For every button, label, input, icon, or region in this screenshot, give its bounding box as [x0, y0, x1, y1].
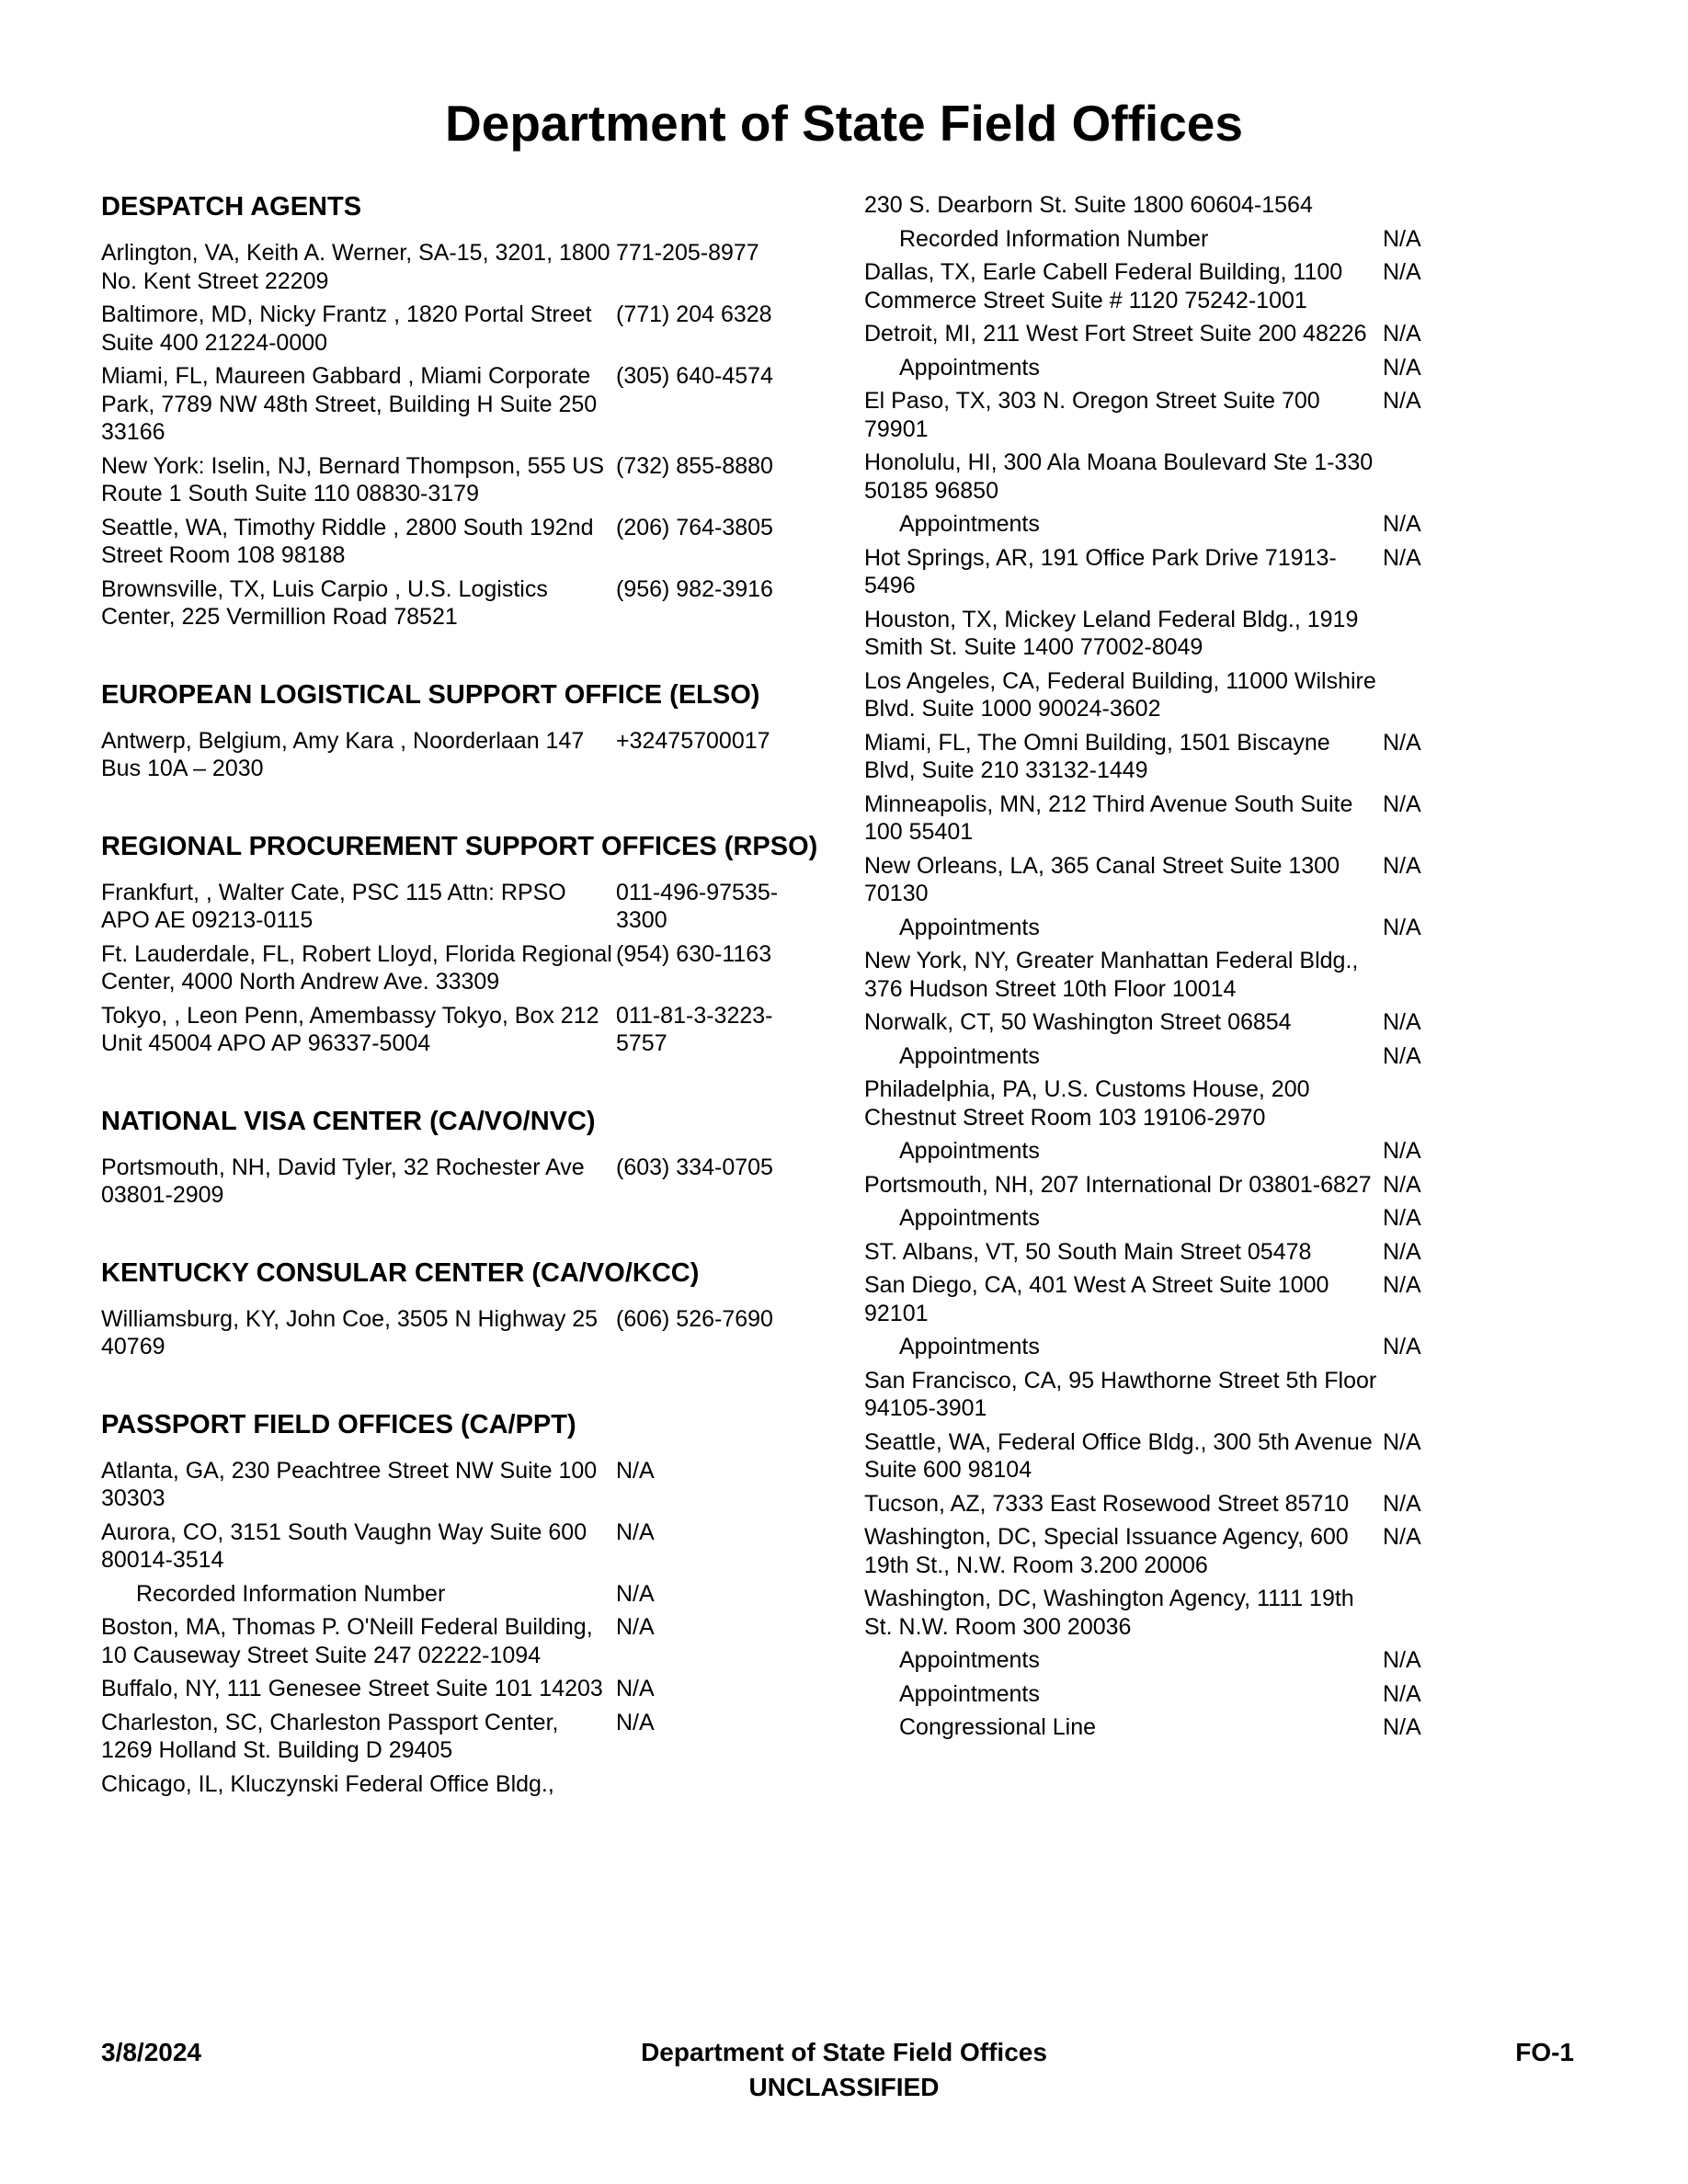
office-phone: N/A: [616, 1676, 655, 1701]
office-entry-row: [864, 1367, 1581, 1423]
office-phone: N/A: [1383, 321, 1421, 347]
office-address: Seattle, WA, Federal Office Bldg., 300 5th Avenue Suite 600 98104: [864, 1428, 1373, 1483]
office-phone: [1383, 606, 1581, 662]
office-address: El Paso, TX, 303 N. Oregon Street Suite 700 79901: [864, 388, 1320, 442]
office-entry-row: [864, 1075, 1581, 1132]
office-address: Portsmouth, NH, David Tyler, 32 Rochester Ave 03801-2909: [101, 1154, 585, 1208]
office-entry-row: [101, 1519, 818, 1575]
office-entry-row: [101, 727, 818, 783]
office-entry-row: [101, 1709, 818, 1765]
office-phone: N/A: [616, 1614, 655, 1640]
office-entry-row: [864, 947, 1581, 1003]
sub-entry-row: [864, 1646, 1581, 1675]
office-address: Baltimore, MD, Nicky Frantz , 1820 Portal Street Suite 400 21224-0000: [101, 301, 592, 356]
office-entry-row: [864, 729, 1581, 785]
office-address: Detroit, MI, 211 West Fort Street Suite 200 48226: [864, 321, 1367, 347]
office-phone: N/A: [1383, 388, 1421, 414]
office-address: Philadelphia, PA, U.S. Customs House, 200 Chestnut Street Room 103 19106-2970: [864, 1076, 1310, 1131]
office-phone: N/A: [1383, 1714, 1421, 1740]
office-section: [101, 1106, 818, 1210]
sub-entry-row: [864, 1680, 1581, 1709]
sub-entry-row: [101, 1580, 818, 1609]
sub-entry-row: [864, 1204, 1581, 1233]
office-entry-row: [101, 1613, 818, 1669]
office-entry-row: [864, 449, 1581, 505]
office-address: Hot Springs, AR, 191 Office Park Drive 71913-5496: [864, 544, 1337, 598]
right-column: [864, 191, 1581, 1747]
office-phone: [1383, 449, 1581, 505]
office-phone: (771) 204 6328: [616, 301, 772, 327]
office-address: Appointments: [899, 1205, 1040, 1231]
footer-title: Department of State Field Offices: [641, 2038, 1047, 2066]
office-phone: (206) 764-3805: [616, 514, 773, 540]
office-phone: N/A: [1383, 354, 1421, 381]
left-column: [101, 191, 818, 1846]
section-heading: KENTUCKY CONSULAR CENTER (CA/VO/KCC): [101, 1257, 700, 1288]
office-address: Washington, DC, Special Issuance Agency, 600 19th St., N.W. Room 3.200 20006: [864, 1524, 1349, 1578]
office-phone: N/A: [1383, 1138, 1421, 1164]
office-entry-row: [864, 258, 1581, 314]
office-phone: (305) 640-4574: [616, 363, 773, 389]
office-entry-row: [864, 606, 1581, 662]
office-address: Tucson, AZ, 7333 East Rosewood Street 85710: [864, 1490, 1350, 1517]
office-phone: N/A: [1383, 1524, 1421, 1550]
office-phone: N/A: [1383, 1272, 1421, 1298]
page-title: Department of State Field Offices: [445, 95, 1243, 152]
office-phone: (956) 982-3916: [616, 575, 773, 602]
office-phone: N/A: [1383, 1490, 1421, 1517]
office-phone: N/A: [1383, 511, 1421, 537]
office-address: Appointments: [899, 354, 1040, 381]
office-address: Chicago, IL, Kluczynski Federal Office Bldg.,: [101, 1770, 554, 1797]
office-phone: +32475700017: [616, 727, 770, 754]
office-address: Charleston, SC, Charleston Passport Center, 1269 Holland St. Building D 29405: [101, 1709, 559, 1763]
office-phone: [1383, 1585, 1581, 1641]
office-entry-row: [101, 879, 818, 935]
office-phone: N/A: [616, 1709, 655, 1735]
office-address: Miami, FL, The Omni Building, 1501 Biscayne Blvd, Suite 210 33132-1449: [864, 729, 1330, 783]
office-address: Buffalo, NY, 111 Genesee Street Suite 101 14203: [101, 1676, 603, 1701]
office-entry-row: [101, 362, 818, 447]
office-phone: N/A: [1383, 1680, 1421, 1707]
office-entry-row: [864, 1523, 1581, 1579]
office-section: [101, 1409, 818, 1799]
sub-entry-row: [864, 510, 1581, 539]
office-address: Appointments: [899, 1138, 1040, 1164]
office-entry-row: [864, 320, 1581, 348]
office-address: Recorded Information Number: [899, 225, 1209, 252]
office-phone: [1383, 1367, 1581, 1423]
office-section: [101, 679, 818, 783]
office-phone: (603) 334-0705: [616, 1154, 773, 1180]
office-entry-row: [864, 791, 1581, 847]
office-section: [101, 831, 818, 1058]
office-address: Los Angeles, CA, Federal Building, 11000 Wilshire Blvd. Suite 1000 90024-3602: [864, 667, 1376, 722]
office-entry-row: [864, 191, 1581, 220]
office-address: Aurora, CO, 3151 South Vaughn Way Suite 600 80014-3514: [101, 1519, 587, 1573]
office-address: Seattle, WA, Timothy Riddle , 2800 South 192nd Street Room 108 98188: [101, 514, 594, 568]
office-address: Antwerp, Belgium, Amy Kara , Noorderlaan 147 Bus 10A – 2030: [101, 727, 585, 781]
footer-center: [0, 2035, 1688, 2105]
sub-entry-row: [864, 225, 1581, 254]
office-address: Congressional Line: [899, 1714, 1097, 1740]
office-phone: 011-496-97535-3300: [616, 879, 779, 933]
office-phone: (954) 630-1163: [616, 940, 772, 967]
office-entry-row: [101, 239, 818, 295]
office-address: Miami, FL, Maureen Gabbard , Miami Corporate Park, 7789 NW 48th Street, Building H Suite 250 33166: [101, 363, 598, 445]
office-entry-row: [864, 1238, 1581, 1267]
office-address: 230 S. Dearborn St. Suite 1800 60604-1564: [864, 192, 1313, 218]
office-entry-row: [101, 1457, 818, 1513]
office-phone: N/A: [1383, 1042, 1421, 1069]
office-entry-row: [864, 544, 1581, 600]
office-address: New York: Iselin, NJ, Bernard Thompson, 555 US Route 1 South Suite 110 08830-3179: [101, 452, 605, 506]
office-phone: N/A: [1383, 544, 1421, 571]
office-phone: [616, 1770, 818, 1799]
office-entry-row: [101, 1770, 818, 1799]
office-entry-row: [101, 940, 818, 996]
office-entry-row: [864, 852, 1581, 908]
sub-entry-row: [864, 1042, 1581, 1071]
office-phone: N/A: [1383, 914, 1421, 940]
office-address: Appointments: [899, 914, 1040, 940]
office-address: Arlington, VA, Keith A. Werner, SA-15, 3201, 1800 No. Kent Street 22209: [101, 240, 610, 294]
office-address: Recorded Information Number: [136, 1580, 446, 1607]
office-entry-row: [864, 1585, 1581, 1641]
office-entry-row: [101, 1154, 818, 1210]
office-address: Tokyo, , Leon Penn, Amembassy Tokyo, Box 212 Unit 45004 APO AP 96337-5004: [101, 1002, 599, 1056]
office-phone: N/A: [1383, 1238, 1421, 1265]
office-phone: [1383, 947, 1581, 1003]
office-entry-row: [101, 1305, 818, 1361]
office-phone: N/A: [1383, 259, 1421, 285]
office-address: Honolulu, HI, 300 Ala Moana Boulevard Ste 1-330 50185 96850: [864, 449, 1374, 504]
office-entry-row: [101, 452, 818, 508]
office-address: Williamsburg, KY, John Coe, 3505 N Highway 25 40769: [101, 1305, 599, 1359]
section-heading: PASSPORT FIELD OFFICES (CA/PPT): [101, 1409, 576, 1439]
office-entry-row: [864, 1271, 1581, 1327]
office-phone: N/A: [1383, 1428, 1421, 1455]
office-phone: N/A: [1383, 225, 1421, 252]
office-phone: N/A: [1383, 1647, 1421, 1673]
office-phone: N/A: [1383, 852, 1421, 879]
office-phone: N/A: [1383, 791, 1421, 817]
office-phone: [1383, 667, 1581, 723]
office-entry-row: [864, 1171, 1581, 1200]
section-heading: DESPATCH AGENTS: [101, 192, 362, 222]
office-address: San Diego, CA, 401 West A Street Suite 1000 92101: [864, 1272, 1329, 1326]
office-address: Boston, MA, Thomas P. O'Neill Federal Building, 10 Causeway Street Suite 247 02222-1094: [101, 1614, 593, 1668]
office-phone: (732) 855-8880: [616, 452, 773, 479]
office-section: [101, 1257, 818, 1361]
office-entry-row: [864, 667, 1581, 723]
office-phone: N/A: [1383, 1205, 1421, 1231]
office-phone: N/A: [1383, 1009, 1421, 1035]
office-entry-row: [864, 1428, 1581, 1484]
office-entry-row: [101, 575, 818, 631]
sub-entry-row: [864, 354, 1581, 382]
office-phone: N/A: [616, 1519, 655, 1545]
office-phone: N/A: [1383, 1171, 1421, 1198]
office-phone: 011-81-3-3223-5757: [616, 1002, 773, 1056]
section-heading: EUROPEAN LOGISTICAL SUPPORT OFFICE (ELSO): [101, 679, 760, 710]
office-address: Appointments: [899, 1680, 1040, 1707]
office-phone: (606) 526-7690: [616, 1305, 773, 1332]
footer-date: 3/8/2024: [101, 2038, 201, 2066]
office-address: Ft. Lauderdale, FL, Robert Lloyd, Florida Regional Center, 4000 North Andrew Ave. 33309: [101, 940, 612, 995]
office-address: Minneapolis, MN, 212 Third Avenue South Suite 100 55401: [864, 791, 1353, 845]
office-address: Appointments: [899, 1647, 1040, 1673]
sub-entry-row: [864, 914, 1581, 942]
office-address: Appointments: [899, 511, 1040, 537]
office-entry-row: [864, 1008, 1581, 1037]
section-heading: REGIONAL PROCUREMENT SUPPORT OFFICES (RPSO): [101, 831, 818, 861]
office-address: Appointments: [899, 1042, 1040, 1069]
sub-entry-row: [864, 1137, 1581, 1166]
office-entry-row: [864, 1490, 1581, 1519]
office-address: ST. Albans, VT, 50 South Main Street 05478: [864, 1238, 1312, 1265]
office-address: New Orleans, LA, 365 Canal Street Suite 1300 70130: [864, 852, 1340, 906]
office-address: Atlanta, GA, 230 Peachtree Street NW Suite 100 30303: [101, 1457, 598, 1511]
office-phone: N/A: [1383, 1334, 1421, 1359]
footer-page-number: FO-1: [1515, 2038, 1574, 2066]
office-address: Brownsville, TX, Luis Carpio , U.S. Logistics Center, 225 Vermillion Road 78521: [101, 575, 548, 630]
office-entry-row: [101, 1675, 818, 1703]
office-address: Dallas, TX, Earle Cabell Federal Building, 1100 Commerce Street Suite # 1120 75242-1001: [864, 259, 1343, 313]
office-phone: N/A: [616, 1580, 655, 1607]
office-phone: [1383, 1075, 1581, 1132]
office-section: [101, 191, 818, 631]
office-entry-row: [101, 514, 818, 570]
office-phone: 771-205-8977: [616, 240, 759, 266]
office-address: Frankfurt, , Walter Cate, PSC 115 Attn: RPSO APO AE 09213-0115: [101, 879, 566, 933]
office-address: Washington, DC, Washington Agency, 1111 19th St. N.W. Room 300 20036: [864, 1586, 1354, 1640]
office-entry-row: [101, 1002, 818, 1058]
office-phone: N/A: [616, 1457, 655, 1484]
footer-classification: UNCLASSIFIED: [748, 2073, 940, 2101]
office-phone: [1383, 191, 1581, 220]
office-address: Appointments: [899, 1334, 1040, 1359]
sub-entry-row: [864, 1333, 1581, 1361]
section-heading: NATIONAL VISA CENTER (CA/VO/NVC): [101, 1106, 596, 1136]
office-entry-row: [101, 301, 818, 357]
office-address: Houston, TX, Mickey Leland Federal Bldg., 1919 Smith St. Suite 1400 77002-8049: [864, 606, 1359, 660]
sub-entry-row: [864, 1713, 1581, 1742]
office-address: Portsmouth, NH, 207 International Dr 03801-6827: [864, 1171, 1372, 1198]
office-phone: N/A: [1383, 729, 1421, 756]
office-address: San Francisco, CA, 95 Hawthorne Street 5th Floor 94105-3901: [864, 1367, 1377, 1421]
office-address: New York, NY, Greater Manhattan Federal Bldg., 376 Hudson Street 10th Floor 10014: [864, 948, 1359, 1002]
office-entry-row: [864, 387, 1581, 443]
office-address: Norwalk, CT, 50 Washington Street 06854: [864, 1009, 1292, 1035]
